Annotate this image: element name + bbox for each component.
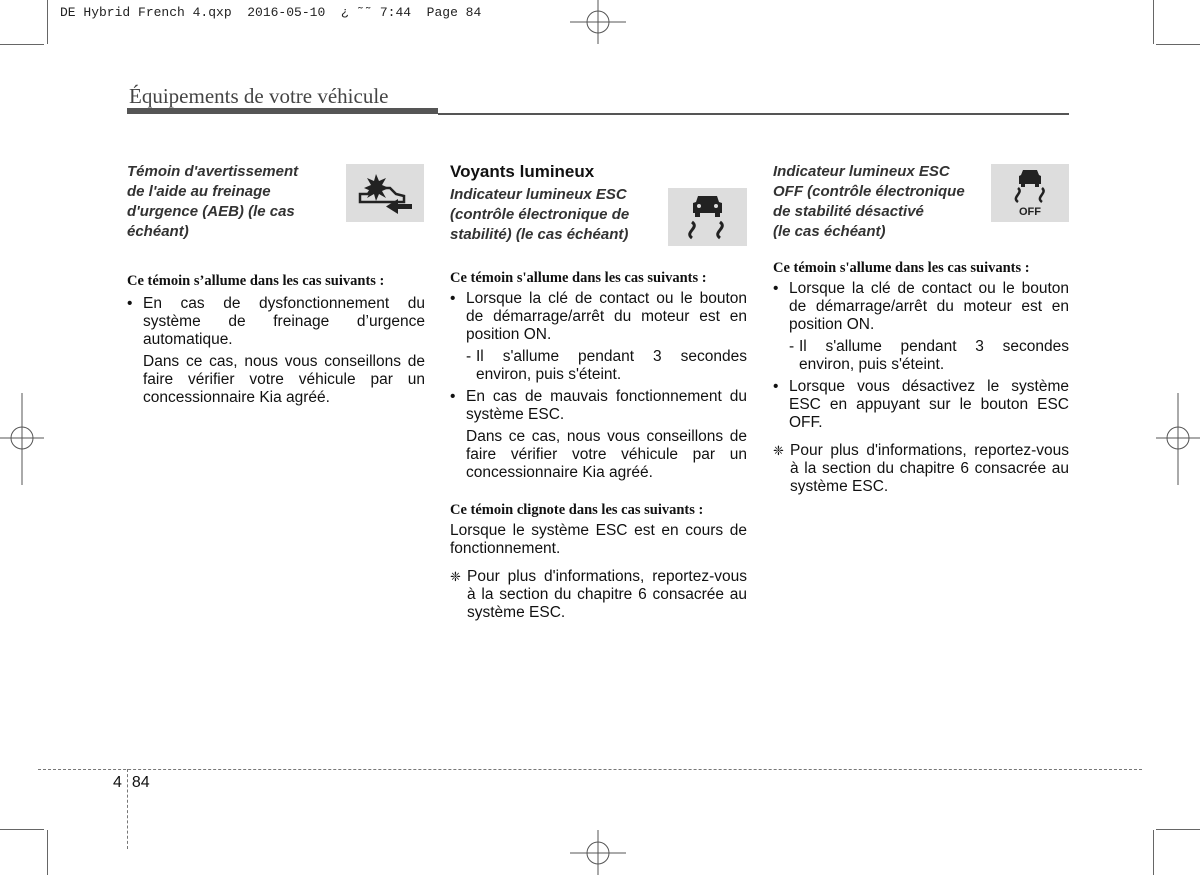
esc-dash-text: Il s'allume pendant 3 secondes environ, puis s'éteint. bbox=[476, 348, 747, 383]
crop-mark bbox=[1153, 830, 1154, 875]
crop-mark bbox=[47, 0, 48, 44]
esc-off-note bbox=[773, 442, 1069, 496]
registration-mark-right bbox=[1156, 393, 1200, 485]
column-aeb bbox=[127, 162, 425, 407]
note-symbol: ❈ bbox=[450, 569, 461, 584]
crop-mark bbox=[1156, 44, 1200, 45]
esc-off-lead: Ce témoin s'allume dans les cas suivants : bbox=[773, 260, 1030, 276]
print-slug: DE Hybrid French 4.qxp 2016-05-10 ¿ ˜˜ 7:44 Page 84 bbox=[60, 5, 482, 20]
header-rule-thick bbox=[127, 108, 438, 114]
crop-mark bbox=[1153, 0, 1154, 44]
title-line: de stabilité désactivé bbox=[773, 203, 924, 220]
header-rule-thin bbox=[438, 113, 1069, 115]
registration-mark-top bbox=[570, 0, 626, 46]
title-line: (contrôle électronique de bbox=[450, 206, 630, 223]
bullet-symbol: • bbox=[773, 378, 779, 395]
esc-dash-item bbox=[450, 348, 747, 384]
esc-off-bullet bbox=[773, 378, 1069, 432]
title-line: OFF (contrôle électronique bbox=[773, 183, 965, 200]
crop-mark bbox=[1156, 829, 1200, 830]
bullet-symbol: • bbox=[450, 290, 456, 307]
title-line: échéant) bbox=[127, 223, 189, 240]
esc-off-note-text: Pour plus d'informations, reportez-vous à la section du chapitre 6 consacrée au système ESC. bbox=[790, 442, 1069, 495]
aeb-paragraph: Dans ce cas, nous vous conseillons de faire vérifier votre véhicule par un concessionnaire Kia agréé. bbox=[143, 353, 425, 406]
esc-bullet-text: Lorsque la clé de contact ou le bouton de démarrage/arrêt du moteur est en position ON. bbox=[466, 290, 747, 343]
aeb-bullet-text: En cas de dysfonctionnement du système de freinage d’urgence automatique. bbox=[143, 295, 425, 348]
esc-note bbox=[450, 568, 747, 622]
page-number-value: 84 bbox=[131, 774, 150, 791]
title-line: Indicateur lumineux ESC bbox=[450, 186, 627, 203]
esc-off-bullet-text: Lorsque la clé de contact ou le bouton de démarrage/arrêt du moteur est en position ON. bbox=[789, 280, 1069, 333]
title-line: Témoin d'avertissement bbox=[127, 163, 299, 180]
esc-bullet bbox=[450, 388, 747, 424]
bullet-symbol: • bbox=[127, 295, 133, 312]
crop-mark bbox=[0, 829, 44, 830]
section-title: Voyants lumineux bbox=[450, 162, 595, 181]
title-line: de l'aide au freinage bbox=[127, 183, 271, 200]
esc-off-bullet-text: Lorsque vous désactivez le système ESC en appuyant sur le bouton ESC OFF. bbox=[789, 378, 1069, 431]
esc-note-text: Pour plus d'informations, reportez-vous à la section du chapitre 6 consacrée au système ESC. bbox=[467, 568, 747, 621]
esc-off-label: OFF bbox=[1019, 206, 1041, 218]
column-esc-off bbox=[773, 162, 1069, 496]
bullet-symbol: • bbox=[773, 280, 779, 297]
aeb-lead: Ce témoin s’allume dans les cas suivants : bbox=[127, 273, 385, 289]
esc-bullet bbox=[450, 290, 747, 344]
registration-mark-bottom bbox=[570, 830, 626, 875]
esc-bullet-text: En cas de mauvais fonctionnement du système ESC. bbox=[466, 388, 747, 423]
page-header-title: Équipements de votre véhicule bbox=[129, 84, 389, 108]
title-line: Indicateur lumineux ESC bbox=[773, 163, 950, 180]
note-symbol: ❈ bbox=[773, 443, 784, 458]
esc-off-dash-text: Il s'allume pendant 3 secondes environ, puis s'éteint. bbox=[799, 338, 1069, 373]
title-line: d'urgence (AEB) (le cas bbox=[127, 203, 295, 220]
dash-symbol: - bbox=[466, 348, 472, 365]
footer-dotted-rule bbox=[38, 769, 1142, 770]
aeb-warning-icon bbox=[346, 164, 424, 222]
page-number bbox=[113, 774, 150, 792]
esc-off-dash-item bbox=[773, 338, 1069, 374]
esc-paragraph: Dans ce cas, nous vous conseillons de faire vérifier votre véhicule par un concessionnaire Kia agréé. bbox=[466, 428, 747, 481]
esc-blink-text: Lorsque le système ESC est en cours de fonctionnement. bbox=[450, 522, 747, 557]
esc-lead-blink: Ce témoin clignote dans les cas suivants : bbox=[450, 502, 704, 518]
dash-symbol: - bbox=[789, 338, 795, 355]
chapter-number: 4 bbox=[113, 774, 122, 791]
esc-off-bullet bbox=[773, 280, 1069, 334]
aeb-bullet bbox=[127, 295, 425, 349]
crop-mark bbox=[0, 44, 44, 45]
esc-off-indicator-icon bbox=[991, 164, 1069, 222]
esc-lead-on: Ce témoin s'allume dans les cas suivants : bbox=[450, 270, 707, 286]
bullet-symbol: • bbox=[450, 388, 456, 405]
crop-mark bbox=[47, 830, 48, 875]
column-esc bbox=[450, 162, 747, 622]
esc-indicator-icon bbox=[668, 188, 747, 246]
title-line: (le cas échéant) bbox=[773, 223, 886, 240]
registration-mark-left bbox=[0, 393, 44, 485]
title-line: stabilité) (le cas échéant) bbox=[450, 226, 629, 243]
